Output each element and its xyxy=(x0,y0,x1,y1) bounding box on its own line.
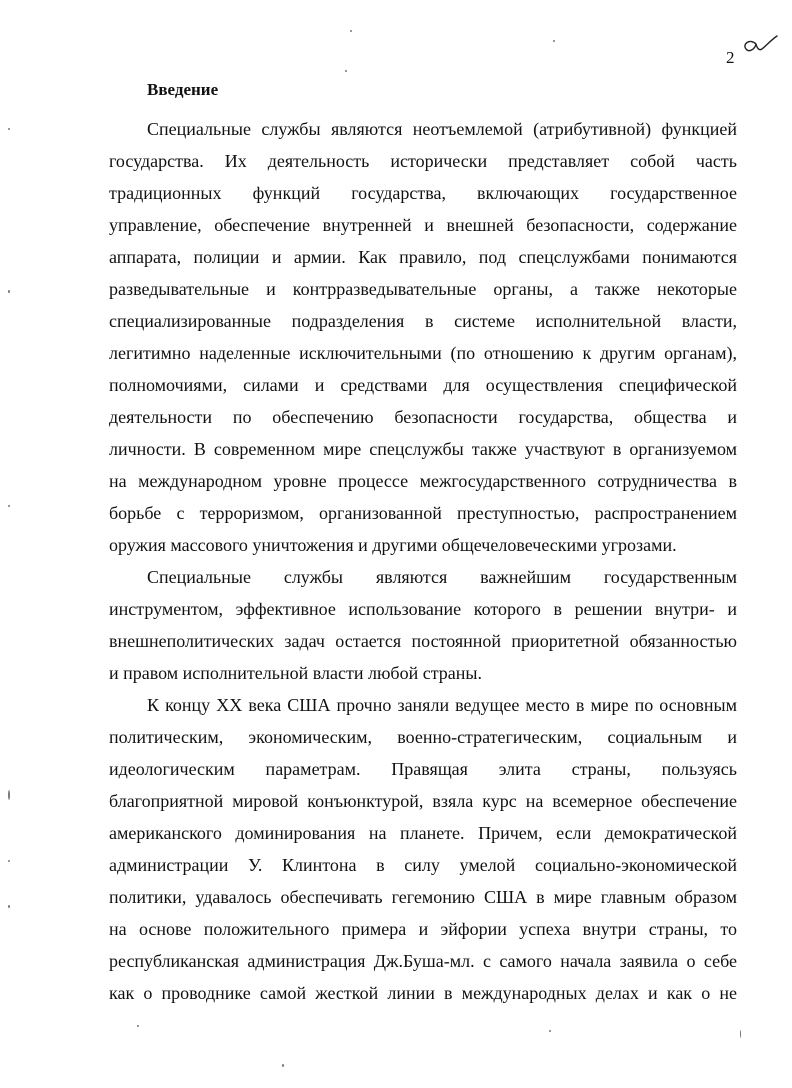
text-line: политическим, экономическим, военно-стратегическим, социальным и xyxy=(109,727,737,747)
scan-speck xyxy=(8,128,10,130)
text-line: инструментом, эффективное использование которого в решении внутри- и xyxy=(109,599,737,619)
text-line: оружия массового уничтожения и другими общечеловеческими угрозами. xyxy=(109,535,677,555)
section-heading: Введение xyxy=(147,80,219,99)
text-line: внешнеполитических задач остается постоянной приоритетной обязанностью xyxy=(109,631,737,651)
text-line: политики, удавалось обеспечивать гегемонию США в мире главным образом xyxy=(109,887,737,907)
text-line: легитимно наделенные исключительными (по отношению к другим органам), xyxy=(109,343,737,363)
scan-speck xyxy=(740,1030,741,1038)
scan-speck xyxy=(549,1030,551,1032)
scan-speck xyxy=(345,70,347,72)
scan-speck xyxy=(282,1064,284,1067)
scan-speck xyxy=(553,40,555,42)
scan-speck xyxy=(8,790,10,800)
scan-speck xyxy=(137,1025,139,1027)
scan-speck xyxy=(350,30,352,32)
text-line: Специальные службы являются неотъемлемой (атрибутивной) функцией xyxy=(147,119,737,139)
text-line: на основе положительного примера и эйфории успеха внутри страны, то xyxy=(109,919,737,939)
text-line: К концу XX века США прочно заняли ведущее место в мире по основным xyxy=(147,695,737,715)
text-line: администрации У. Клинтона в силу умелой социально-экономической xyxy=(109,855,737,875)
text-line: управление, обеспечение внутренней и внешней безопасности, содержание xyxy=(109,215,737,235)
text-line: разведывательные и контрразведывательные органы, а также некоторые xyxy=(109,279,737,299)
scan-speck xyxy=(8,860,10,862)
text-line: благоприятной мировой конъюнктурой, взяла курс на всемерное обеспечение xyxy=(109,791,737,811)
scan-speck xyxy=(8,505,10,507)
text-line: традиционных функций государства, включающих государственное xyxy=(109,183,737,203)
text-line: личности. В современном мире спецслужбы также участвуют в организуемом xyxy=(109,439,737,459)
text-line: как о проводнике самой жесткой линии в международных делах и как о не xyxy=(109,983,737,1003)
text-line: идеологическим параметрам. Правящая элита страны, пользуясь xyxy=(109,759,737,779)
text-line: на международном уровне процессе межгосударственного сотрудничества в xyxy=(109,471,737,491)
text-line: борьбе с терроризмом, организованной преступностью, распространением xyxy=(109,503,737,523)
text-line: полномочиями, силами и средствами для осуществления специфической xyxy=(109,375,737,395)
handwritten-mark-icon xyxy=(738,30,778,56)
text-line: американского доминирования на планете. Причем, если демократической xyxy=(109,823,737,843)
text-line: специализированные подразделения в системе исполнительной власти, xyxy=(109,311,737,331)
text-line: Специальные службы являются важнейшим государственным xyxy=(147,567,737,587)
scan-speck xyxy=(8,905,10,908)
text-line: аппарата, полиции и армии. Как правило, под спецслужбами понимаются xyxy=(109,247,737,267)
text-line: деятельности по обеспечению безопасности государства, общества и xyxy=(109,407,737,427)
scan-speck xyxy=(8,290,10,293)
text-line: государства. Их деятельность исторически представляет собой часть xyxy=(109,151,737,171)
page-number: 2 xyxy=(726,48,735,67)
text-line: и правом исполнительной власти любой страны. xyxy=(109,663,482,683)
text-line: республиканская администрация Дж.Буша-мл. с самого начала заявила о себе xyxy=(109,951,737,971)
